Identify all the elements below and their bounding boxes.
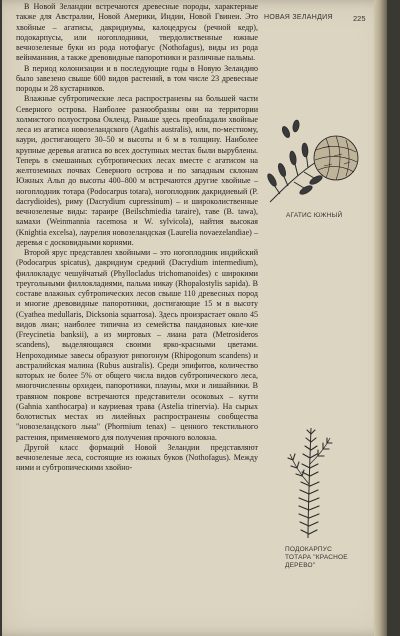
book-page xyxy=(2,0,387,636)
caption-line: ТОТАРА "КРАСНОЕ xyxy=(285,554,348,562)
caption-line: ДЕРЕВО" xyxy=(285,562,316,570)
paragraph: Второй ярус представлен хвойными – это ногоплодник индийский (Podocarpus spicatus), дакридиум средний (Dacrydium intermedium), филлокладус чешуйчатый (Phyllocladus trichomanoides) с широкими треугольными филлокладиями, пальма никау (Rhopalostylis sapida). В составе влажных субтропических лесов свыше 110 древесных пород и многие древовидные папоротники, достигающие 15 м в высоту (Cyathea medullaris, Dicksonia squarrosa). Здесь произрастает около 45 видов лиан; наиболее типична из семейства пандановых кие-кие (Freycinetia banksii), а из миртовых – лиана рата (Metrosideros scandens), выделяющаяся своими ярко-красными цветами. Непроходимые завесы образуют рипогонум (Rhipogonum scandens) и австралийская малина (Rubus australis). Среди эпифитов, количество которых не более 5% от общего числа видов субтропического леса, многочисленны орхидеи, папоротники, плауны, мхи и лишайники. В травяном покрове встречаются представители осоковых – кутти (Gahnia xanthocarpa) и кауриевая трава (Astelia trinervia). На сырых болотистых местах из лилейных распространены сообщества "новозеландского льна" (Phormium tenax) – ценного текстильного растения, применяемого для получения прочного волокна. xyxy=(16,248,258,442)
page-number: 225 xyxy=(353,14,366,23)
figure-caption xyxy=(285,546,348,571)
paragraph: В Новой Зеландии встречаются древесные породы, характерные также для Австралии, Новой Америки, Индии, Новой Гвинеи. Это хвойные – агатисы, дакридиумы, калоцедрусы (речной кедр), подокарпусы, или ногоплодники, твердолиственные южные вечнозеленые буки из рода нотофагус (Nothofagus), виды из рода вейнманния, а также древовидные папоротники и различные пальмы. xyxy=(16,2,258,63)
figure-caption: АГАТИС ЮЖНЫЙ xyxy=(286,212,343,219)
caption-line: ПОДОКАРПУС xyxy=(285,546,332,553)
main-text-column xyxy=(16,2,258,474)
podocarpus-illustration xyxy=(278,424,340,540)
page-edge xyxy=(374,0,387,636)
running-head: НОВАЯ ЗЕЛАНДИЯ xyxy=(264,14,333,21)
paragraph: Влажные субтропические леса распространены на большей части Северного острова. Наиболее разнообразны они на территории холмистого полуострова Окленд. Раньше здесь преобладали хвойные леса из агатиса новозеландского (Agathis australis), или, по-местному, каури, достигающего 30–50 м высоты и 6 м в толщину. Наиболее крупные деревья агатиса во всех доступных местах были вырублены. Теперь в смешанных субтропических лесах вместе с агатисом на желтоземных почвах Северного острова и по западным склонам Южных Альп до высоты 400–800 м встречаются другие хвойные – ногоплодник тотара (Podocarpus totara), ногоплодник дакридиевый (P. dacrydioides), риму (Dacrydium cupressinum) – и широколиственные вечнозеленые виды: тараире (Beilschmiedia taraire), таве (B. tawa), камахи (Weinmannia racemosa и W. sylvicola), найтия высокая (Knightia excelsa), лаурелия новозеландская (Laurelia novaezelandiae) – деревья с досковидными корнями. xyxy=(16,94,258,247)
paragraph: В период колонизации и в последующие годы в Новую Зеландию было завезено свыше 600 видов растений, в том числе 23 древесные породы и 28 кустарников. xyxy=(16,63,258,93)
paragraph: Другой класс формаций Новой Зеландии представляют вечнозеленые леса, состоящие из южных буков (Nothofagus). Между ними и субтропическими хвойно- xyxy=(16,442,258,473)
agathis-illustration xyxy=(264,112,376,208)
